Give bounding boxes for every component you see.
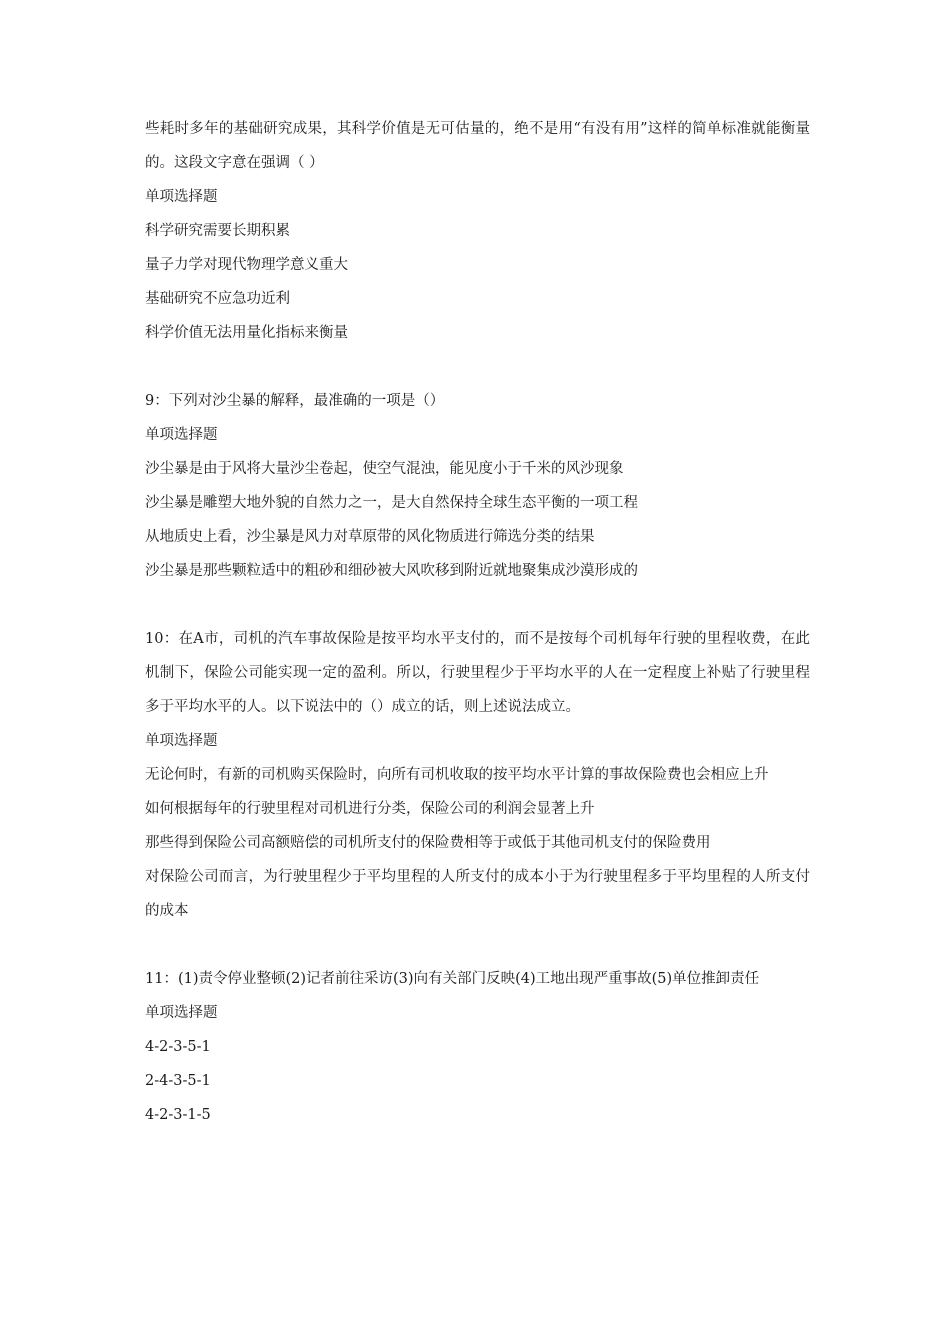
question-9-type: 单项选择题 [145, 427, 218, 443]
question-9 [145, 384, 810, 588]
question-10-option-2[interactable]: 如何根据每年的行驶里程对司机进行分类，保险公司的利润会显著上升 [145, 801, 595, 817]
question-9-option-1[interactable]: 沙尘暴是由于风将大量沙尘卷起，使空气混浊，能见度小于千米的风沙现象 [145, 461, 624, 477]
question-10 [145, 622, 810, 928]
question-8 [145, 112, 810, 350]
spacer [145, 928, 810, 962]
question-8-option-3[interactable]: 基础研究不应急功近利 [145, 291, 290, 307]
question-9-option-4[interactable]: 沙尘暴是那些颗粒适中的粗砂和细砂被大风吹移到附近就地聚集成沙漠形成的 [145, 563, 638, 579]
question-11-type: 单项选择题 [145, 1005, 218, 1021]
question-10-option-1[interactable]: 无论何时，有新的司机购买保险时，向所有司机收取的按平均水平计算的事故保险费也会相应上升 [145, 767, 769, 783]
spacer [145, 588, 810, 622]
question-10-stem: 10：在A市，司机的汽车事故保险是按平均水平支付的，而不是按每个司机每年行驶的里程收费，在此机制下，保险公司能实现一定的盈利。所以，行驶里程少于平均水平的人在一定程度上补贴了行驶里程多于平均水平的人。以下说法中的（）成立的话，则上述说法成立。 [145, 631, 810, 715]
question-8-option-1[interactable]: 科学研究需要长期积累 [145, 223, 290, 239]
question-11-option-1[interactable]: 4-2-3-5-1 [145, 1039, 211, 1055]
question-9-option-2[interactable]: 沙尘暴是雕塑大地外貌的自然力之一，是大自然保持全球生态平衡的一项工程 [145, 495, 638, 511]
question-10-option-4[interactable]: 对保险公司而言，为行驶里程少于平均里程的人所支付的成本小于为行驶里程多于平均里程的人所支付的成本 [145, 869, 810, 919]
question-11-option-3[interactable]: 4-2-3-1-5 [145, 1107, 211, 1123]
question-8-option-2[interactable]: 量子力学对现代物理学意义重大 [145, 257, 348, 273]
question-11-option-2[interactable]: 2-4-3-5-1 [145, 1073, 211, 1089]
document-page [145, 112, 810, 1132]
question-10-option-3[interactable]: 那些得到保险公司高额赔偿的司机所支付的保险费相等于或低于其他司机支付的保险费用 [145, 835, 711, 851]
question-10-type: 单项选择题 [145, 733, 218, 749]
question-8-option-4[interactable]: 科学价值无法用量化指标来衡量 [145, 325, 348, 341]
question-11 [145, 962, 810, 1132]
question-8-stem: 些耗时多年的基础研究成果，其科学价值是无可估量的，绝不是用“有没有用”这样的简单标准就能衡量的。这段文字意在强调（ ） [145, 121, 810, 171]
question-11-stem: 11：(1)责令停业整顿(2)记者前往采访(3)向有关部门反映(4)工地出现严重事故(5)单位推卸责任 [145, 971, 760, 987]
question-9-stem: 9：下列对沙尘暴的解释，最准确的一项是（） [145, 393, 445, 409]
question-8-type: 单项选择题 [145, 189, 218, 205]
spacer [145, 350, 810, 384]
question-9-option-3[interactable]: 从地质史上看，沙尘暴是风力对草原带的风化物质进行筛选分类的结果 [145, 529, 595, 545]
